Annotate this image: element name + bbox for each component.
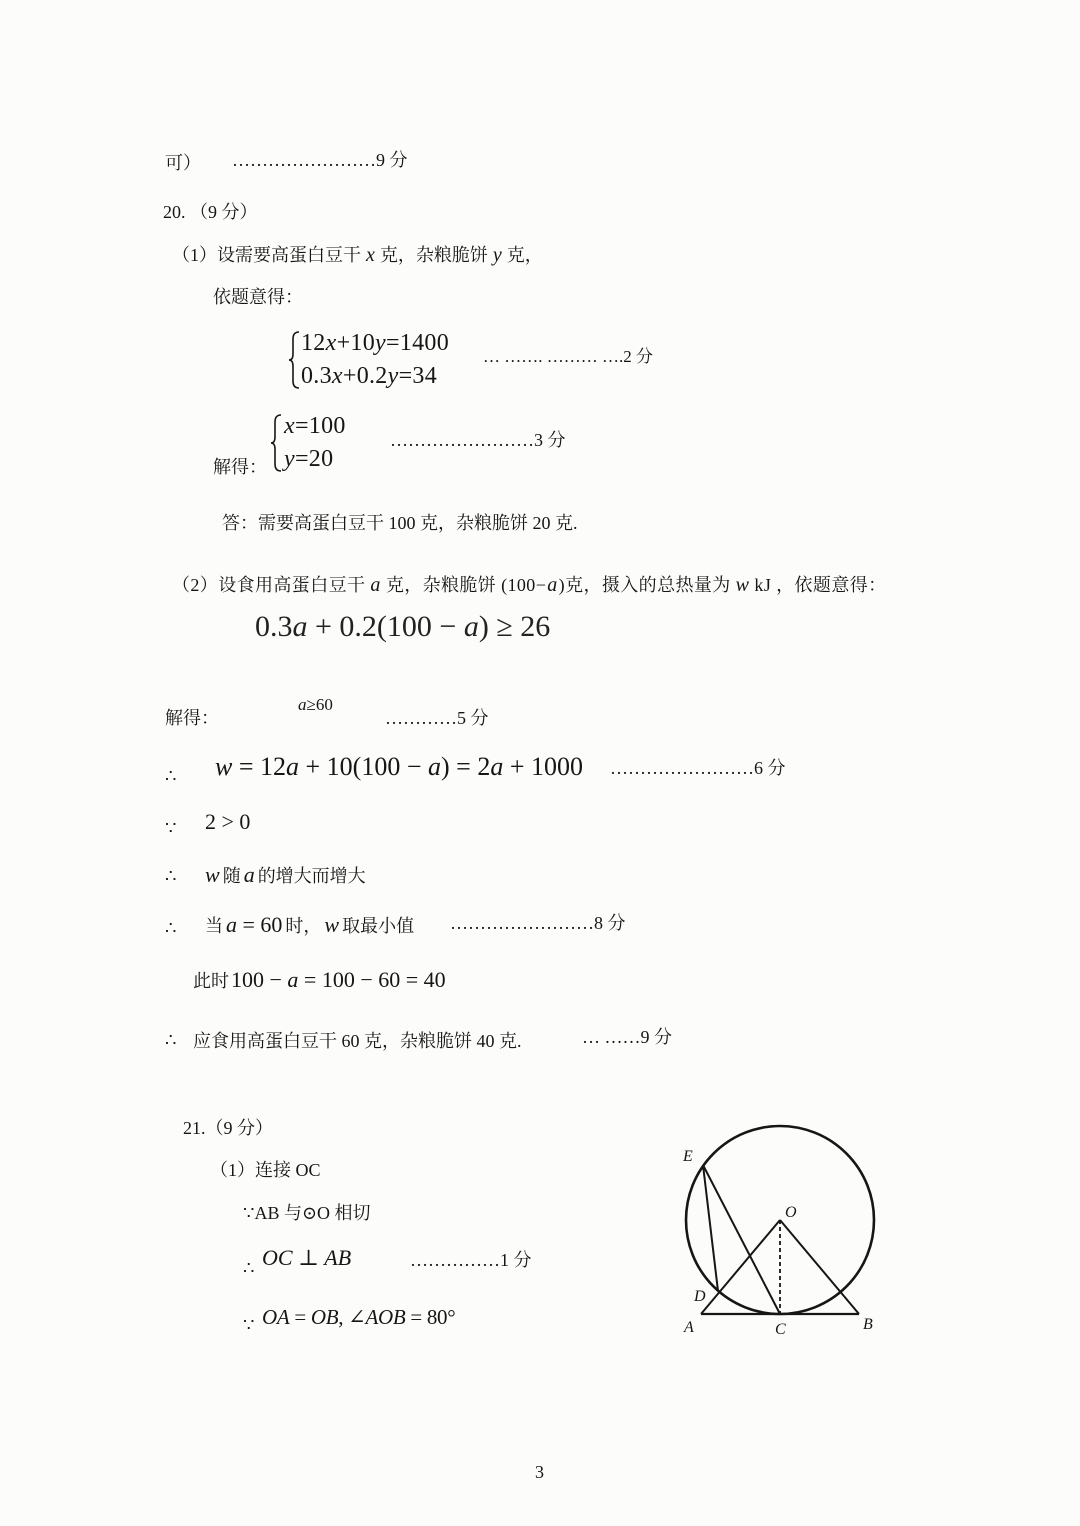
q21-step-tangent: ∵AB 与⊙O 相切 xyxy=(243,1203,371,1223)
minimum-score-leader: ……………………8 分 xyxy=(450,913,626,933)
variable-a: a xyxy=(243,862,255,887)
trend-text: 的增大而增大 xyxy=(257,866,366,886)
compute-expression: 100 − a = 100 − 60 = 40 xyxy=(231,967,446,992)
function-score-leader: ……………………6 分 xyxy=(610,758,786,778)
intro-text: )克，摄入的总热量为 xyxy=(558,575,731,595)
because-symbol: ∵ xyxy=(243,1315,255,1335)
variable-w: w xyxy=(205,862,220,887)
q19-tail-text: 可） xyxy=(165,153,201,173)
minimum-text: 取最小值 xyxy=(342,916,415,936)
therefore-symbol: ∴ xyxy=(165,918,177,938)
because-symbol: ∵ xyxy=(165,818,177,838)
label-c: C xyxy=(775,1321,786,1338)
solve-label: 解得： xyxy=(213,457,267,477)
q21-step-connect: （1）连接 OC xyxy=(210,1160,321,1180)
therefore-symbol: ∴ xyxy=(165,1030,177,1050)
intro-text: （1）设需要高蛋白豆干 xyxy=(172,245,361,265)
geometry-figure xyxy=(670,1110,890,1340)
variable-a: a xyxy=(370,574,381,596)
q19-score-leader: ……………………9 分 xyxy=(232,150,408,170)
solve-label: 解得： xyxy=(165,708,219,728)
segment-ec xyxy=(703,1165,780,1314)
minimum-condition: a = 60 xyxy=(226,912,283,937)
solution-score-leader: …………5 分 xyxy=(385,708,489,728)
intro-text: 克，杂粮脆饼 (100− xyxy=(385,575,547,595)
q20-part1-intro xyxy=(172,245,543,265)
therefore-symbol: ∴ xyxy=(165,766,177,786)
solution-x: x=100 xyxy=(284,413,346,439)
variable-y: y xyxy=(492,244,502,266)
trend-text: 随 xyxy=(222,866,241,886)
q21-step-perpendicular: OC ⊥ AB xyxy=(262,1245,352,1270)
solution-y: y=20 xyxy=(284,446,334,472)
compute-statement xyxy=(193,967,449,992)
compute-text: 此时 xyxy=(193,971,229,991)
minimum-text: 当 xyxy=(205,916,223,936)
segment-oa xyxy=(701,1220,780,1314)
conclusion-score-leader: … ……9 分 xyxy=(582,1027,672,1047)
label-a: A xyxy=(684,1319,694,1336)
label-d: D xyxy=(694,1288,706,1305)
variable-w: w xyxy=(735,574,750,596)
left-brace xyxy=(288,331,300,389)
intro-text: 克，杂粮脆饼 xyxy=(379,245,488,265)
solution-score-leader: ……………………3 分 xyxy=(390,430,566,450)
label-b: B xyxy=(863,1316,873,1333)
minimum-text: 时， xyxy=(285,916,322,936)
trend-statement xyxy=(202,862,366,887)
inequality-solution: a≥60 xyxy=(298,695,333,714)
heat-function: w = 12a + 10(100 − a) = 2a + 1000 xyxy=(215,752,583,781)
system-equation-1: 12x+10y=1400 xyxy=(301,330,449,356)
part1-answer: 答：需要高蛋白豆干 100 克，杂粮脆饼 20 克. xyxy=(222,513,578,533)
system-score-leader: … ……. ……… ….2 分 xyxy=(483,347,653,366)
inequality: 0.3a + 0.2(100 − a) ≥ 26 xyxy=(255,610,551,643)
variable-w: w xyxy=(324,912,340,937)
q20-part2-intro xyxy=(172,575,887,595)
coefficient-condition: 2 > 0 xyxy=(205,809,251,834)
page-number: 3 xyxy=(535,1462,544,1482)
system-equation-2: 0.3x+0.2y=34 xyxy=(301,363,437,389)
intro-text: 克， xyxy=(506,245,543,265)
q20-part1-lead: 依题意得： xyxy=(213,287,303,307)
intro-text: （2）设食用高蛋白豆干 xyxy=(172,575,366,595)
label-o: O xyxy=(785,1204,797,1221)
q20-title: 20. （9 分） xyxy=(163,202,258,222)
label-e: E xyxy=(683,1148,693,1165)
therefore-symbol: ∴ xyxy=(243,1258,255,1278)
part2-conclusion: 应食用高蛋白豆干 60 克，杂粮脆饼 40 克. xyxy=(193,1031,522,1051)
intro-text: kJ ，依题意得： xyxy=(754,575,887,595)
q21-step-equal-sides: OA = OB, ∠AOB = 80° xyxy=(262,1305,456,1329)
segment-ob xyxy=(780,1220,859,1314)
therefore-symbol: ∴ xyxy=(165,866,177,886)
q21-title: 21.（9 分） xyxy=(183,1118,273,1138)
variable-x: x xyxy=(366,244,375,266)
segment-ed xyxy=(703,1165,718,1291)
step-score-leader: ……………1 分 xyxy=(410,1250,532,1270)
variable-a: a xyxy=(547,574,558,596)
minimum-statement xyxy=(205,912,415,937)
left-brace xyxy=(270,414,282,472)
